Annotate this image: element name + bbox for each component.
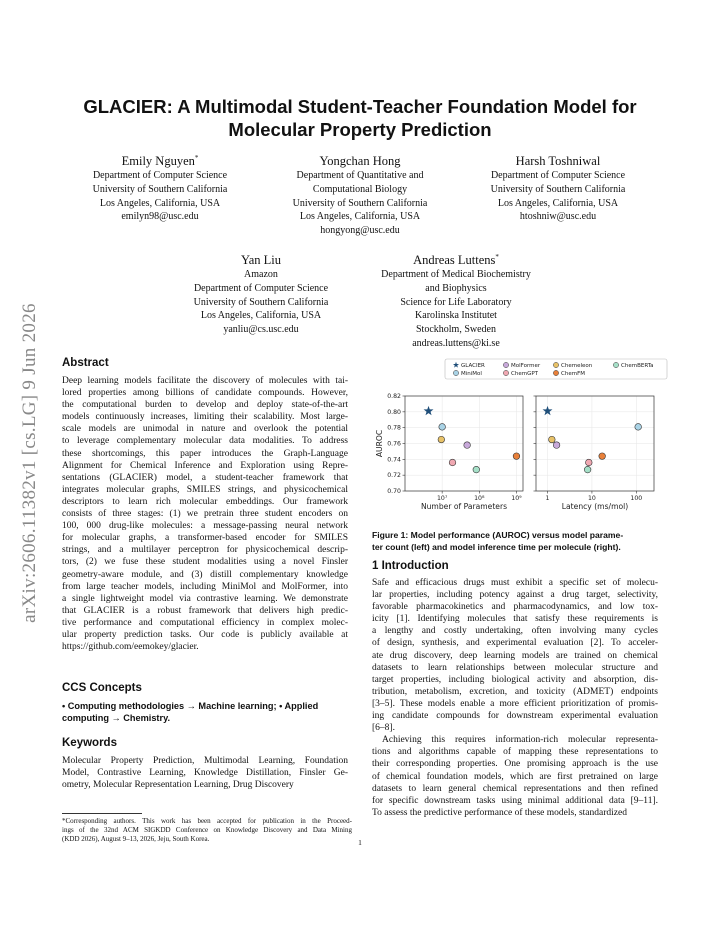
text-line: datasets to learn general chemical representations and then refined: [372, 783, 658, 794]
affiliation-line: Los Angeles, California, USA: [200, 310, 322, 322]
y-tick-label: 0.82: [387, 393, 401, 400]
legend-label: Chemeleon: [561, 363, 593, 369]
author-email[interactable]: andreas.luttens@ki.se: [412, 337, 500, 349]
page-number: 1: [358, 838, 362, 847]
text-line: icity [1]. Identifying molecules that satisfy these requirements is: [372, 614, 658, 625]
text-line: Alignment for Chemical Inference and Exploration using Repre-: [62, 460, 348, 471]
text-line: (KDD 2026), August 9–13, 2026, Jeju, South Korea.: [62, 835, 210, 843]
x-tick-label: 10⁸: [474, 495, 485, 502]
affiliation-line: Science for Life Laboratory: [400, 296, 512, 308]
legend-label: ChemGPT: [511, 371, 539, 377]
x-tick-label: 1: [545, 495, 550, 502]
x-tick-label: 10: [587, 495, 596, 502]
text-line: Model, Contrastive Learning, Knowledge Distillation, Finsler Ge-: [62, 768, 348, 779]
author-name: Yan Liu: [240, 253, 282, 268]
data-point-molformer: [553, 442, 560, 449]
data-point-chemberta: [584, 466, 591, 473]
author-block-2: [260, 150, 460, 238]
legend-marker: [613, 362, 618, 367]
text-line: that GLACIER is a robust framework that delivers high predic-: [62, 605, 348, 616]
text-line: ometry, Molecular Representation Learning, Drug Discovery: [62, 780, 294, 791]
text-line: To assess the predictive performance of these models, standardized: [372, 807, 627, 818]
text-line: descriptors to learn rich molecular embeddings. Our framework: [62, 496, 348, 507]
text-line: to leverage complementary molecular data modalities. To address: [62, 436, 348, 447]
data-point-minimol: [439, 424, 446, 431]
text-line: Safe and efficacious drugs must exhibit a specific set of molecu-: [372, 578, 658, 588]
text-line: the computational burden to develop and deploy state-of-the-art: [62, 400, 348, 411]
text-line: of chemical foundation models, which are first pretrained on large: [372, 771, 658, 782]
author-block-3: [458, 150, 658, 224]
title-line-2: Molecular Property Prediction: [228, 119, 492, 140]
x-axis-label: Latency (ms/mol): [561, 502, 629, 511]
x-tick-label: 100: [630, 495, 643, 502]
author-mark: *: [495, 253, 499, 261]
legend-label: MiniMol: [461, 371, 482, 377]
caption-line-2: ter count (left) and model inference time per molecule (right).: [372, 541, 621, 552]
keywords-heading: Keywords: [62, 737, 117, 749]
y-axis-label: AUROC: [375, 429, 384, 458]
text-line: target properties, including biological activity and absorption, dis-: [372, 674, 658, 685]
data-point-glacier: [424, 406, 434, 415]
text-line: datasets to learn relationships between molecular structure and: [372, 662, 658, 673]
data-point-chemfm: [513, 453, 520, 460]
text-line: tive performance and computational efficiency in complex molec-: [62, 617, 348, 628]
affiliation-line: Department of Computer Science: [490, 170, 626, 182]
data-point-molformer: [464, 442, 471, 449]
figure-caption: [372, 530, 672, 553]
affiliation-line: Los Angeles, California, USA: [99, 197, 221, 209]
data-point-chemfm: [599, 453, 606, 460]
legend-label: MolFormer: [511, 363, 541, 369]
y-tick-label: 0.80: [387, 408, 401, 416]
text-line: their corresponding properties. One promising approach is the use: [372, 759, 658, 770]
x-tick-label: 10⁹: [511, 495, 522, 502]
author-name: Yongchan Hong: [319, 154, 401, 169]
author-name: Emily Nguyen: [121, 154, 195, 169]
text-line: ular property prediction tasks. Our code is publicly available at: [62, 629, 348, 640]
text-line: strings, and a multilayer perceptron for physicochemical descrip-: [62, 545, 348, 556]
text-line: Deep learning models facilitate the discovery of molecules with tai-: [62, 376, 348, 386]
author-name: Harsh Toshniwal: [515, 154, 601, 169]
ccs-heading: CCS Concepts: [62, 682, 142, 694]
text-line: favorable pharmacokinetics and pharmacodynamics, and low tox-: [372, 602, 658, 613]
introduction-heading: 1 Introduction: [372, 560, 449, 572]
legend-label: GLACIER: [461, 363, 485, 369]
y-tick-label: 0.78: [387, 424, 401, 432]
figure-1-chart: [370, 358, 670, 520]
x-tick-label: 10⁷: [436, 495, 448, 502]
y-tick-label: 0.72: [387, 472, 401, 480]
author-email[interactable]: hongyong@usc.edu: [320, 224, 400, 236]
text-line: models continuously increases, limiting their scalability. Most large-: [62, 412, 348, 423]
text-line: lored properties among billions of candidate compounds. However,: [62, 388, 348, 399]
text-line: lar properties, including potency against a drug target, selectivity,: [372, 590, 658, 601]
author-email[interactable]: emilyn98@usc.edu: [121, 211, 199, 223]
y-tick-label: 0.74: [387, 456, 401, 464]
text-line: Achieving this requires information-rich molecular representa-: [382, 735, 658, 746]
text-line: for molecular graphs, a transformer-based encoder for SMILES: [62, 533, 348, 544]
paper-title: [50, 95, 670, 141]
data-point-minimol: [635, 424, 642, 431]
text-line: https://github.com/eemokey/glacier.: [62, 642, 199, 653]
text-line: tors, (2) we fuse these student modalities using a novel Finsler: [62, 557, 348, 568]
affiliation-line: University of Southern California: [92, 183, 228, 195]
legend-label: ChemFM: [561, 371, 585, 377]
affiliation-line: Stockholm, Sweden: [416, 323, 496, 335]
y-tick-label: 0.70: [387, 488, 401, 495]
caption-line-1: Figure 1: Model performance (AUROC) versus model parame-: [372, 530, 624, 540]
affiliation-line: Department of Quantitative and: [296, 170, 424, 182]
text-line: sentations (GLACIER) model, a student-teacher framework that: [62, 472, 348, 483]
affiliation-line: University of Southern California: [292, 197, 428, 209]
text-line: these shortcomings, this paper introduces the Graph-Language: [62, 448, 348, 459]
text-line: for specific downstream tasks using minimal additional data [9–11].: [372, 795, 658, 806]
legend-label: ChemBERTa: [621, 363, 654, 369]
text-line: 100, 000 drug-like molecules: a message-passing neural network: [62, 521, 348, 532]
arxiv-stamp-text: arXiv:2606.11382v1 [cs.LG] 9 Jun 2026: [19, 303, 40, 623]
abstract-heading: Abstract: [62, 357, 109, 369]
author-name: Andreas Luttens: [413, 253, 496, 268]
data-point-chemgpt: [449, 459, 456, 466]
affiliation-line: University of Southern California: [490, 183, 626, 195]
arxiv-stamp: [8, 263, 52, 663]
text-line: *Corresponding authors. This work has been accepted for publication in the Proceed-: [62, 817, 352, 825]
author-block-4: [161, 249, 361, 337]
data-point-chemeleon: [438, 436, 445, 443]
ccs-line-2: computing → Chemistry.: [62, 713, 171, 723]
author-email[interactable]: yanliu@cs.usc.edu: [223, 323, 299, 335]
legend-marker: [453, 370, 458, 375]
text-line: a single lightweight model via contrastive learning. We demonstrate: [62, 593, 348, 604]
text-line: a lengthy and costly undertaking, often involving many cycles: [372, 626, 658, 637]
footnote-rule: [62, 813, 142, 814]
title-line-1: GLACIER: A Multimodal Student-Teacher Foundation Model for: [83, 96, 637, 117]
footnote: [62, 817, 352, 844]
ccs-concepts: [62, 700, 352, 724]
author-mark: *: [194, 154, 199, 162]
keywords-body: [62, 755, 348, 791]
text-line: of design, synthesis, and experimental evaluation [2]. To acceler-: [372, 638, 658, 649]
affiliation-line: Amazon: [244, 269, 278, 281]
affiliation-line: Los Angeles, California, USA: [497, 197, 619, 209]
affiliation-line: Department of Computer Science: [92, 170, 228, 182]
author-block-1: [60, 150, 260, 224]
affiliation-line: Karolinska Institutet: [415, 310, 497, 322]
legend-marker: [503, 370, 508, 375]
text-line: consists of three stages: (1) we pretrain three student encoders on: [62, 509, 348, 520]
affiliation-line: Computational Biology: [312, 183, 408, 195]
text-line: from large teacher models, including MiniMol and MolFormer, into: [62, 581, 348, 592]
text-line: ing candidate compounds for downstream experimental evaluation: [372, 711, 658, 722]
author-block-5: [356, 249, 556, 350]
affiliation-line: and Biophysics: [425, 282, 487, 294]
ccs-line-1: • Computing methodologies → Machine learning; • Applied: [62, 701, 319, 711]
text-line: tions and algorithms capable of mapping these representations to: [372, 747, 658, 758]
text-line: [3–5]. These models enable a more efficient prioritization of promis-: [372, 698, 658, 709]
text-line: scale models are unimodal in nature and overlook the potential: [62, 424, 348, 435]
affiliation-line: Department of Computer Science: [193, 282, 329, 294]
data-point-chemeleon: [549, 436, 556, 443]
text-line: ings of the 32nd ACM SIGKDD Conference on Knowledge Discovery and Data Mining: [62, 826, 352, 834]
data-point-chemberta: [473, 466, 480, 473]
text-line: [6–8].: [372, 723, 395, 734]
text-line: Molecular Property Prediction, Multimodal Learning, Foundation: [62, 756, 348, 766]
author-email[interactable]: htoshniw@usc.edu: [519, 211, 597, 223]
text-line: geometry-aware module, and (3) distill complementary knowledge: [62, 569, 348, 580]
y-tick-label: 0.76: [387, 440, 401, 448]
data-point-chemgpt: [585, 459, 592, 466]
affiliation-line: Department of Medical Biochemistry: [381, 269, 531, 281]
affiliation-line: University of Southern California: [193, 296, 329, 308]
text-line: ate drug discovery, deep learning models are trained on chemical: [372, 650, 658, 661]
introduction-body: [372, 577, 658, 819]
x-axis-label: Number of Parameters: [420, 502, 508, 511]
affiliation-line: Los Angeles, California, USA: [299, 211, 421, 223]
legend-marker: [553, 362, 558, 367]
abstract-body: [62, 375, 348, 653]
text-line: integrates molecular graphs, SMILES strings, and physicochemical: [62, 484, 348, 495]
legend-marker: [553, 370, 558, 375]
legend-marker: [503, 362, 508, 367]
text-line: tribution, metabolism, excretion, and toxicity (ADMET) endpoints: [372, 686, 658, 697]
